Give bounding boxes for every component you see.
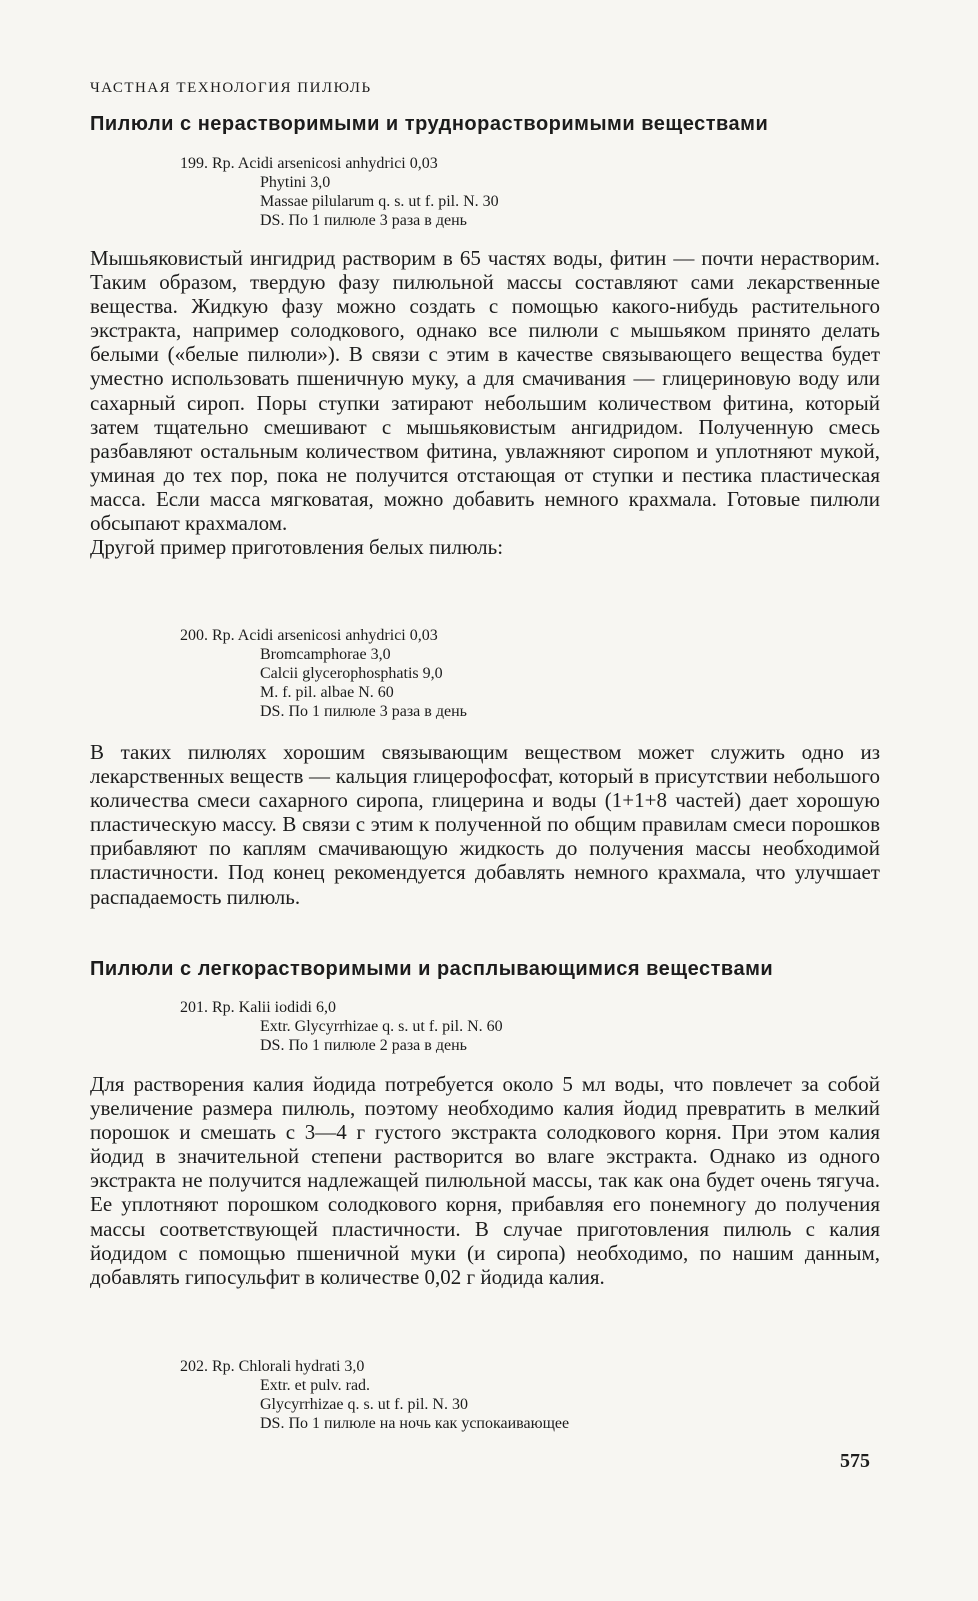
recipe-199 [180, 154, 800, 230]
paragraph: Мышьяковистый ингидрид растворим в 65 частях воды, фитин — почти нерастворим. Таким образом, твердую фазу пилюльной массы составляют сами лекарственные вещества. Жидкую фазу можно создать с помощью какого-нибудь растительного экстракта, например солодкового, однако все пилюли с мышьяком принято делать белыми («белые пилюли»). В связи с этим в качестве связывающего вещества будет уместно использовать пшеничную муку, а для смачивания — глицериновую воду или сахарный сироп. Поры ступки затирают небольшим количеством фитина, который затем тщательно смешивают с мышьяковистым ангидридом. Полученную смесь разбавляют остальным количеством фитина, увлажняют сиропом и уплотняют мукой, уминая до тех пор, пока не получится отстающая от ступки и пестика пластическая масса. Если масса мягковатая, можно добавить немного крахмала. Готовые пилюли обсыпают крахмалом. [90, 246, 880, 536]
section-heading-insoluble: Пилюли с нерастворимыми и труднорастворимыми веществами [90, 113, 769, 135]
recipe-200 [180, 626, 800, 721]
section-heading-soluble: Пилюли с легкорастворимыми и расплывающимися веществами [90, 958, 774, 980]
recipe-line: DS. По 1 пилюле 2 раза в день [260, 1037, 467, 1054]
recipe-line: Massae pilularum q. s. ut f. pil. N. 30 [260, 193, 499, 210]
paragraph: Другой пример приготовления белых пилюль: [90, 535, 504, 560]
recipe-line: Glycyrrhizae q. s. ut f. pil. N. 30 [260, 1396, 468, 1413]
paragraph-block-3 [90, 1072, 880, 1289]
running-head: ЧАСТНАЯ ТЕХНОЛОГИЯ ПИЛЮЛЬ [90, 80, 372, 96]
recipe-line: M. f. pil. albae N. 60 [260, 684, 394, 701]
recipe-201 [180, 998, 800, 1055]
recipe-line: Calcii glycerophosphatis 9,0 [260, 665, 443, 682]
paragraph-block-1 [90, 246, 880, 559]
recipe-line: Extr. Glycyrrhizae q. s. ut f. pil. N. 60 [260, 1018, 503, 1035]
recipe-line: Phytini 3,0 [260, 174, 331, 191]
paragraph-block-2 [90, 740, 880, 909]
recipe-line: DS. По 1 пилюле на ночь как успокаивающее [260, 1415, 570, 1432]
recipe-line: 199. Rp. Acidi arsenicosi anhydrici 0,03 [180, 155, 438, 172]
recipe-line: DS. По 1 пилюле 3 раза в день [260, 703, 467, 720]
recipe-line: 201. Rp. Kalii iodidi 6,0 [180, 999, 336, 1016]
recipe-line: Extr. et pulv. rad. [260, 1377, 371, 1394]
page-number: 575 [840, 1450, 870, 1472]
paragraph: Для растворения калия йодида потребуется около 5 мл воды, что повлечет за собой увеличение размера пилюль, поэтому необходимо калия йодид превратить в мелкий порошок и смешать с 3—4 г густого экстракта солодкового корня. При этом калия йодид в значительной степени растворится во влаге экстракта. Однако из одного экстракта не получится надлежащей пилюльной массы, так как она будет очень тягуча. Ее уплотняют порошком солодкового корня, прибавляя его понемногу до получения массы соответствующей пластичности. В случае приготовления пилюль с калия йодидом с помощью пшеничной муки (и сиропа) необходимо, по нашим данным, добавлять гипосульфит в количестве 0,02 г йодида калия. [90, 1072, 880, 1289]
recipe-line: 200. Rp. Acidi arsenicosi anhydrici 0,03 [180, 627, 438, 644]
paragraph: В таких пилюлях хорошим связывающим веществом может служить одно из лекарственных веществ — кальция глицерофосфат, который в присутствии небольшого количества смеси сахарного сиропа, глицерина и воды (1+1+8 частей) дает хорошую пластическую массу. В связи с этим к полученной по общим правилам смеси порошков прибавляют по каплям смачивающую жидкость до получения массы необходимой пластичности. Под конец рекомендуется добавлять немного крахмала, что улучшает распадаемость пилюль. [90, 740, 880, 909]
recipe-line: 202. Rp. Chlorali hydrati 3,0 [180, 1358, 365, 1375]
recipe-202 [180, 1357, 800, 1433]
recipe-line: DS. По 1 пилюле 3 раза в день [260, 212, 467, 229]
recipe-line: Bromcamphorae 3,0 [260, 646, 391, 663]
